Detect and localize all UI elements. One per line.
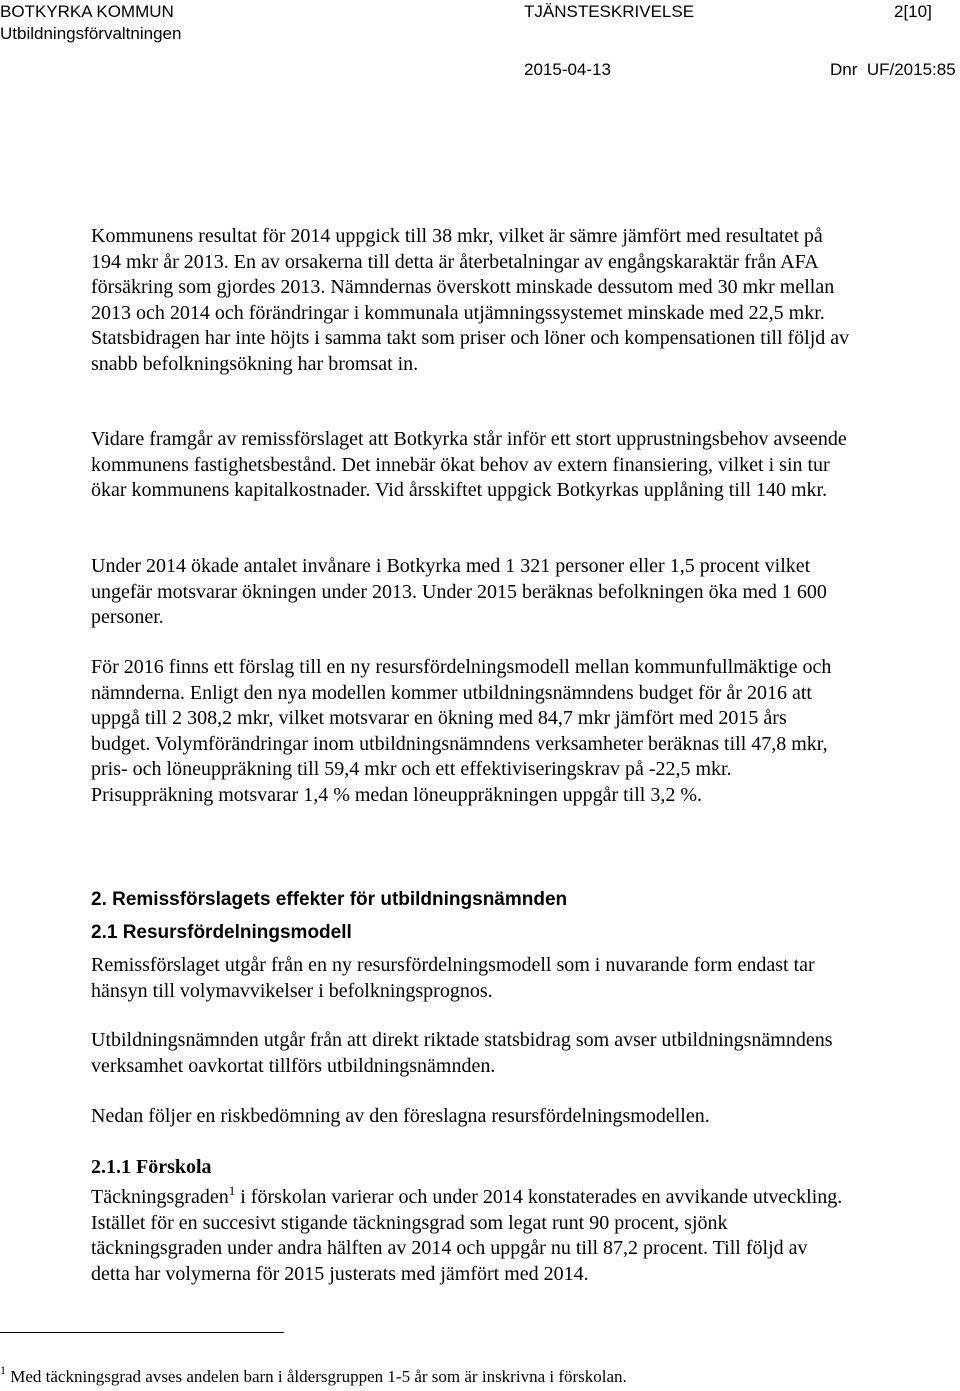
footnote-reference: 1 [228, 1183, 236, 1198]
footnote-separator [0, 1332, 284, 1333]
tackningsgrad-text: i förskolan varierar och under 2014 konstaterades en avvikande utveckling. Istället för en succesivt stigande täckningsgrad som legat runt 90 procent, sjönk täckningsgraden under andra hälften av 2014 och uppgår nu till 87,2 procent. Till följd av detta har volymerna för 2015 justerats med jämfört med 2014. [91, 1186, 843, 1285]
document-date: 2015-04-13 [524, 60, 611, 79]
document-dnr: Dnr UF/2015:85 [830, 60, 956, 79]
department-name: Utbildningsförvaltningen [0, 24, 182, 43]
paragraph-tackningsgrad [91, 1185, 851, 1287]
paragraph-upprustningsbehov: Vidare framgår av remissförslaget att Botkyrka står inför ett stort upprustningsbehov avseende kommunens fastighetsbestånd. Det innebär ökat behov av extern finansiering, vilket i sin tur ökar kommunens kapitalkostnader. Vid årsskiftet uppgick Botkyrkas upplåning till 140 mkr. [91, 428, 847, 501]
footnote [0, 1363, 627, 1388]
paragraph-budget-2016: För 2016 finns ett förslag till en ny resursfördelningsmodell mellan kommunfullmäktige och nämnderna. Enligt den nya modellen kommer utbildningsnämndens budget för år 2016 att uppgå till 2 308,2 mkr, vilket motsvarar en ökning med 84,7 mkr jämfört med 2015 års budget. Volymförändringar inom utbildningsnämndens verksamheter beräknas till 47,8 mkr, pris- och löneuppräkning till 59,4 mkr och ett effektiviseringskrav på -22,5 mkr. Prisuppräkning motsvarar 1,4 % medan löneuppräkningen uppgår till 3,2 %. [91, 656, 832, 806]
organization-name: BOTKYRKA KOMMUN [0, 2, 174, 21]
section-heading-2-1: 2.1 Resursfördelningsmodell [91, 922, 352, 943]
page-number: 2[10] [894, 2, 932, 21]
paragraph-resursfordelningsmodell: Remissförslaget utgår från en ny resursfördelningsmodell som i nuvarande form endast tar hänsyn till volymavvikelser i befolkningsprognos. [91, 954, 815, 1002]
section-heading-2: 2. Remissförslagets effekter för utbildningsnämnden [91, 889, 568, 910]
paragraph-riskbedomning: Nedan följer en riskbedömning av den föreslagna resursfördelningsmodellen. [91, 1105, 710, 1127]
section-heading-2-1-1: 2.1.1 Förskola [91, 1156, 212, 1178]
tackningsgrad-term: Täckningsgraden [91, 1186, 229, 1208]
paragraph-kommunens-resultat: Kommunens resultat för 2014 uppgick till 38 mkr, vilket är sämre jämfört med resultatet på 194 mkr år 2013. En av orsakerna till detta är återbetalningar av engångskaraktär från AFA försäkring som gjordes 2013. Nämndernas överskott minskade dessutom med 30 mkr mellan 2013 och 2014 och förändringar i kommunala utjämningssystemet minskade med 22,5 mkr. Statsbidragen har inte höjts i samma takt som priser och löner och kompensationen till följd av snabb befolkningsökning har bromsat in. [91, 225, 850, 375]
document-type: TJÄNSTESKRIVELSE [524, 2, 695, 21]
paragraph-statsbidrag: Utbildningsnämnden utgår från att direkt riktade statsbidrag som avser utbildningsnämndens verksamhet oavkortat tillförs utbildningsnämnden. [91, 1029, 833, 1077]
footnote-text: Med täckningsgrad avses andelen barn i åldersgruppen 1-5 år som är inskrivna i förskolan. [6, 1367, 627, 1386]
footnote-marker: 1 [0, 1363, 6, 1377]
paragraph-befolkning: Under 2014 ökade antalet invånare i Botkyrka med 1 321 personer eller 1,5 procent vilket ungefär motsvarar ökningen under 2013. Under 2015 beräknas befolkningen öka med 1 600 personer. [91, 555, 827, 628]
